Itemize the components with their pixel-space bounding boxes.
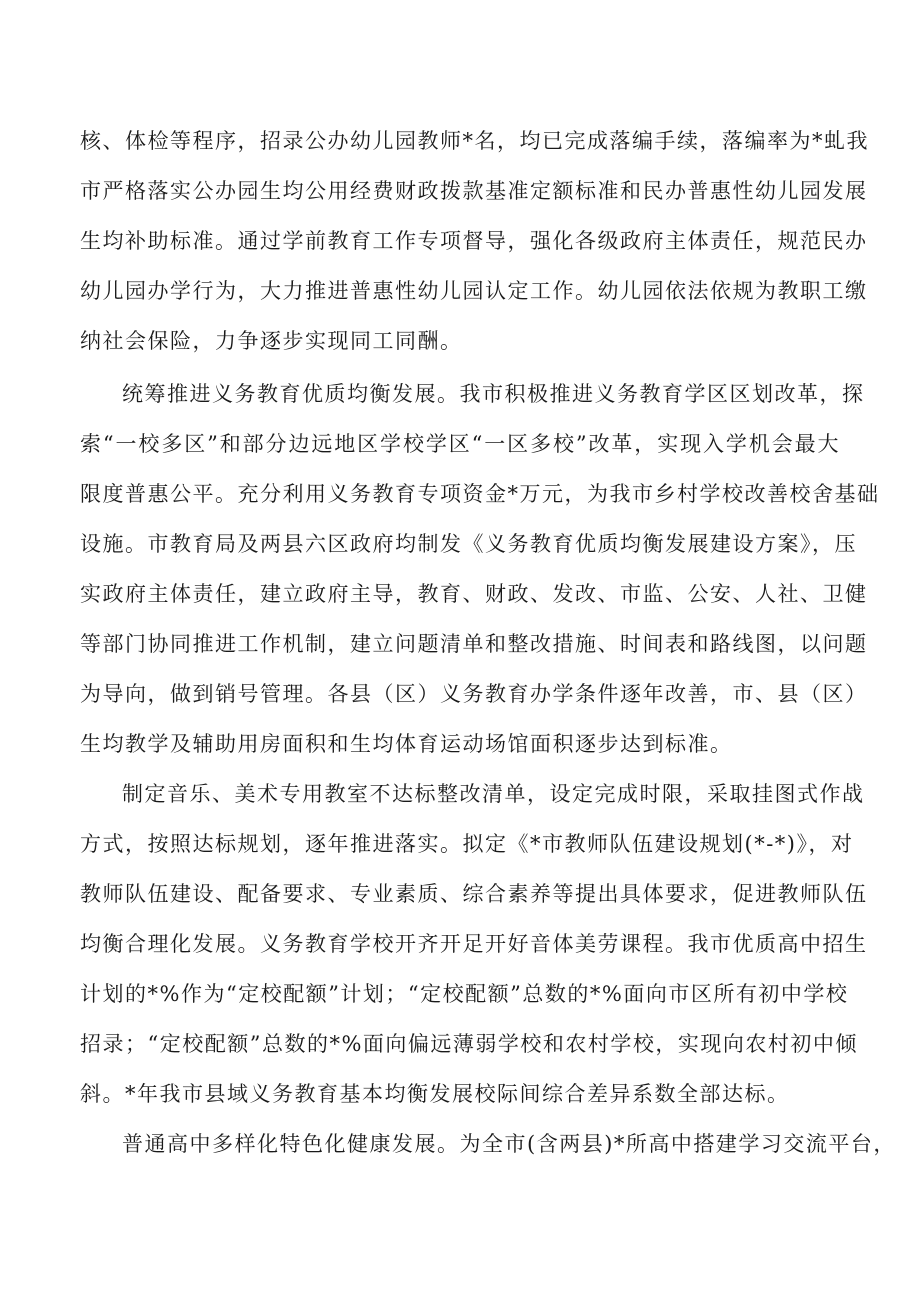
paragraph-1-line-2: 市严格落实公办园生均公用经费财政拨款基准定额标准和民办普惠性幼儿园发展 [80,179,868,203]
paragraph-2-line-7: 为导向，做到销号管理。各县（区）义务教育办学条件逐年改善，市、县（区） [80,682,868,706]
paragraph-3-line-4: 均衡合理化发展。义务教育学校开齐开足开好音体美劳课程。我市优质高中招生 [80,932,868,956]
paragraph-1-line-5: 纳社会保险，力争逐步实现同工同酬。 [80,329,463,353]
paragraph-2-line-2: 索“一校多区”和部分边远地区学校学区“一区多校”改革，实现入学机会最大 [80,432,840,456]
paragraph-2-line-6: 等部门协同推进工作机制，建立问题清单和整改措施、时间表和路线图，以问题 [80,632,868,656]
paragraph-1-line-4: 幼儿园办学行为，大力推进普惠性幼儿园认定工作。幼儿园依法依规为教职工缴 [80,279,868,303]
paragraph-1-line-3: 生均补助标准。通过学前教育工作专项督导，强化各级政府主体责任，规范民办 [80,229,868,253]
paragraph-2-line-4: 设施。市教育局及两县六区政府均制发《义务教育优质均衡发展建设方案》，压 [80,532,857,556]
paragraph-1-line-1: 核、体检等程序，招录公办幼儿园教师*名，均已完成落编手续，落编率为*虬我 [80,129,869,153]
paragraph-2-line-5: 实政府主体责任，建立政府主导，教育、财政、发改、市监、公安、人社、卫健 [80,582,868,606]
paragraph-3-line-7: 斜。*年我市县域义务教育基本均衡发展校际间综合差异系数全部达标。 [80,1082,790,1106]
paragraph-3-line-2: 方式，按照达标规划，逐年推进落实。拟定《*市教师队伍建设规划(*-*)》，对 [80,832,854,856]
paragraph-2-line-8: 生均教学及辅助用房面积和生均体育运动场馆面积逐步达到标准。 [80,732,733,756]
paragraph-2-line-1: 统筹推进义务教育优质均衡发展。我市积极推进义务教育学区区划改革，探 [122,382,865,406]
paragraph-4-line-1: 普通高中多样化特色化健康发展。为全市(含两县)*所高中搭建学习交流平台， [122,1132,896,1156]
paragraph-3-line-3: 教师队伍建设、配备要求、专业素质、综合素养等提出具体要求，促进教师队伍 [80,882,868,906]
paragraph-3-line-6: 招录；“定校配额”总数的*%面向偏远薄弱学校和农村学校，实现向农村初中倾 [80,1032,858,1056]
paragraph-3-line-1: 制定音乐、美术专用教室不达标整改清单，设定完成时限，采取挂图式作战 [122,782,865,806]
paragraph-2-line-3: 限度普惠公平。充分利用义务教育专项资金*万元，为我市乡村学校改善校舍基础 [80,482,880,506]
paragraph-3-line-5: 计划的*%作为“定校配额”计划；“定校配额”总数的*%面向市区所有初中学校 [80,982,849,1006]
